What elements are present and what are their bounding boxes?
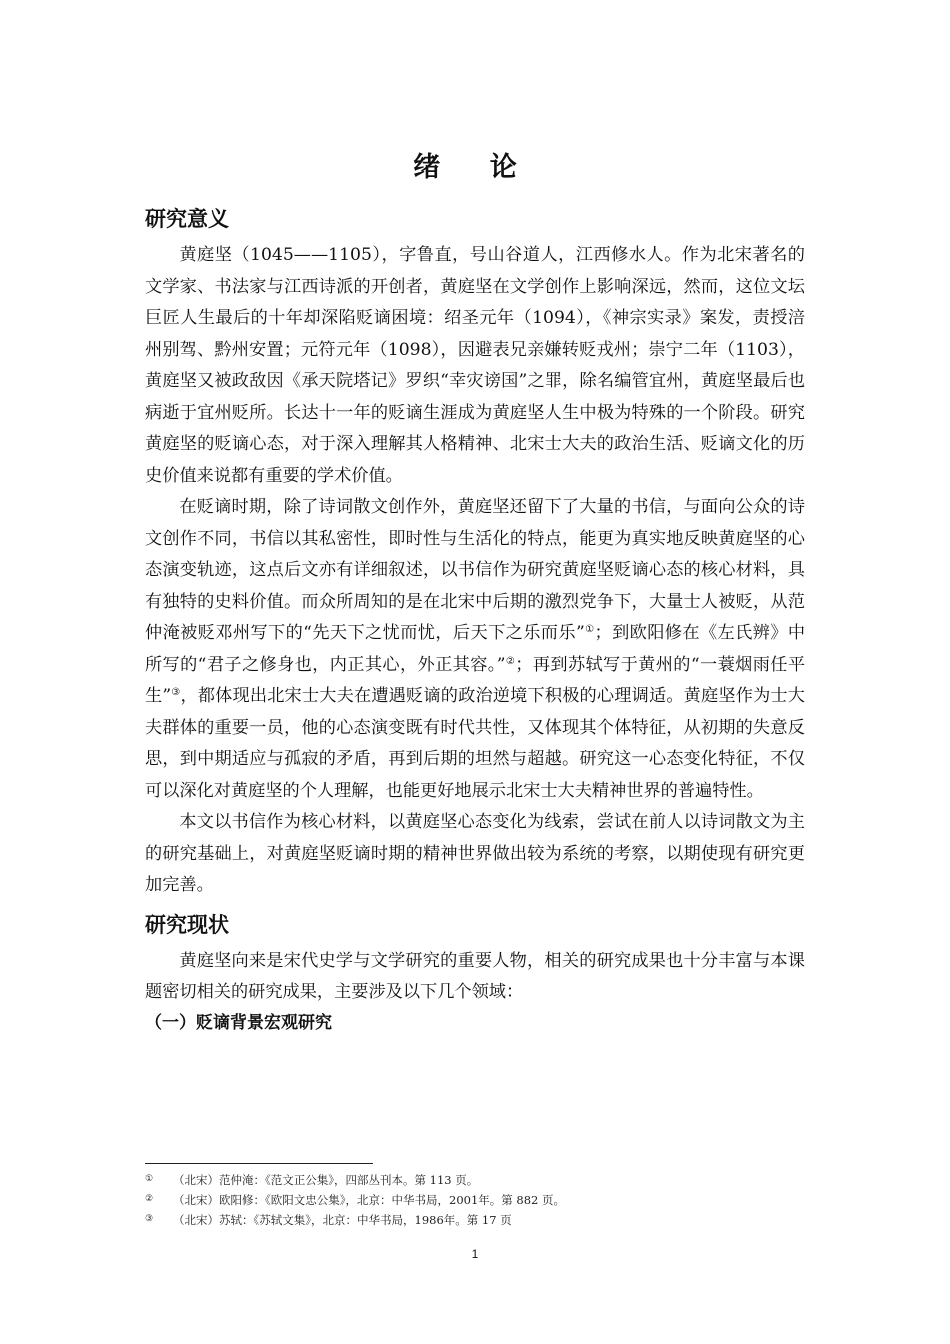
footnote-item — [145, 1170, 805, 1190]
footnote-separator — [145, 1163, 373, 1164]
paragraph-4: 黄庭坚向来是宋代史学与文学研究的重要人物，相关的研究成果也十分丰富与本课题密切相关的研究成果，主要涉及以下几个领域： — [145, 950, 805, 1002]
section-heading-status: 研究现状 — [145, 912, 229, 937]
footnotes — [145, 1170, 805, 1230]
paragraph-2-part-b: ；到欧阳修在《左氏辨》中所写的“君子之修身也，内正其心，外正其容。” — [145, 623, 806, 675]
footnote-mark: ③ — [145, 1214, 154, 1224]
footnote-text: （北宋）苏轼：《苏轼文集》，北京：中华书局，1986年。第 17 页 — [173, 1213, 512, 1227]
paragraph-1: 黄庭坚（1045——1105），字鲁直，号山谷道人，江西修水人。作为北宋著名的文学家、书法家与江西诗派的开创者，黄庭坚在文学创作上影响深远，然而，这位文坛巨匠人生最后的十年却深陷贬谪困境：绍圣元年（1094），《神宗实录》案发，责授涪州别驾、黔州安置；元符元年（1098），因避表兄亲嫌转贬戎州；崇宁二年（1103），黄庭坚又被政敌因《承天院塔记》罗织“幸灾谤国”之罪，除名编管宜州，黄庭坚最后也病逝于宜州贬所。长达十一年的贬谪生涯成为黄庭坚人生中极为特殊的一个阶段。研究黄庭坚的贬谪心态，对于深入理解其人格精神、北宋士大夫的政治生活、贬谪文化的历史价值来说都有重要的学术价值。 — [145, 245, 805, 486]
footnote-text: （北宋）欧阳修：《欧阳文忠公集》，北京：中华书局，2001年。第 882 页。 — [173, 1193, 566, 1207]
paragraph-3: 本文以书信作为核心材料，以黄庭坚心态变化为线索，尝试在前人以诗词散文为主的研究基础上，对黄庭坚贬谪时期的精神世界做出较为系统的考察，以期使现有研究更加完善。 — [145, 812, 805, 895]
paragraph-2-part-a: 在贬谪时期，除了诗词散文创作外，黄庭坚还留下了大量的书信，与面向公众的诗文创作不同，书信以其私密性，即时性与生活化的特点，能更为真实地反映黄庭坚的心态演变轨迹，这点后文亦有详细叙述，以书信作为研究黄庭坚贬谪心态的核心材料，具有独特的史料价值。而众所周知的是在北宋中后期的激烈党争下，大量士人被贬，从范仲淹被贬邓州写下的“先天下之忧而忧，后天下之乐而乐” — [145, 497, 805, 643]
footnote-item — [145, 1190, 805, 1210]
paragraph-2-part-c: ；再到苏轼写于黄州的“一蓑烟雨任平生” — [145, 654, 806, 706]
footnote-mark: ② — [145, 1194, 154, 1204]
paragraph-2 — [145, 492, 805, 807]
footnote-text: （北宋）范仲淹：《范文正公集》，四部丛刊本。第 113 页。 — [173, 1173, 479, 1187]
page-number: 1 — [471, 1247, 479, 1261]
footnote-item — [145, 1210, 805, 1230]
footnote-ref-3[interactable]: ③ — [171, 687, 181, 698]
paragraph-2-part-d: ，都体现出北宋士大夫在遭遇贬谪的政治逆境下积极的心理调适。黄庭坚作为士大夫群体的重要一员，他的心态演变既有时代共性，又体现其个体特征，从初期的失意反思，到中期适应与孤寂的矛盾，再到后期的坦然与超越。研究这一心态变化特征，不仅可以深化对黄庭坚的个人理解，也能更好地展示北宋士大夫精神世界的普遍特性。 — [145, 686, 805, 801]
section-heading-significance: 研究意义 — [145, 207, 229, 231]
main-text — [145, 196, 805, 1037]
subsection-heading: （一）贬谪背景宏观研究 — [145, 1012, 332, 1033]
footnote-ref-2[interactable]: ② — [505, 655, 516, 667]
chapter-title: 绪 论 — [413, 152, 537, 183]
footnote-mark: ① — [145, 1174, 154, 1184]
footnote-ref-1[interactable]: ① — [584, 624, 595, 635]
